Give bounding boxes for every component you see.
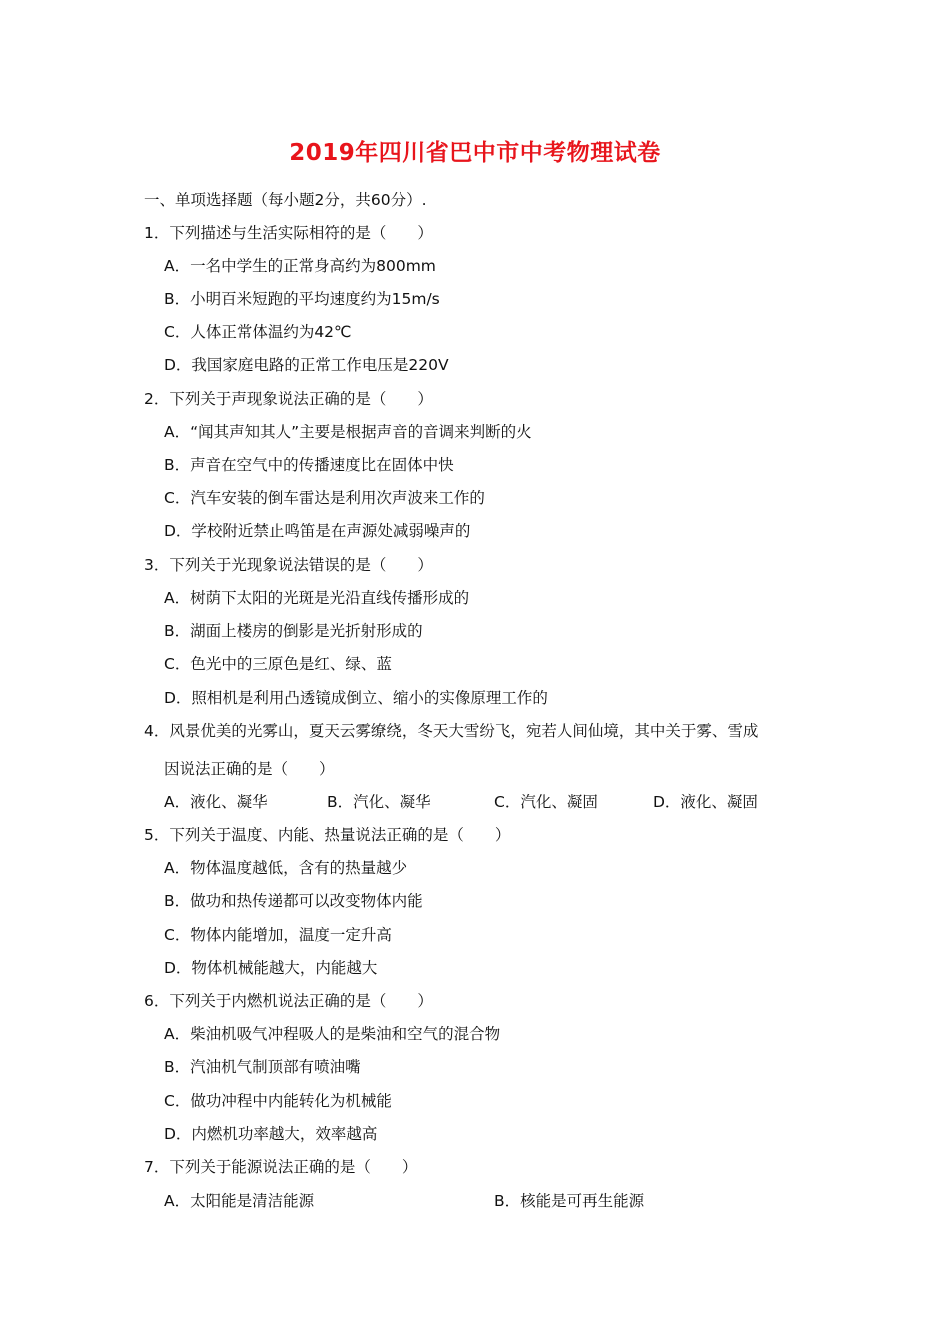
question-stem: 1．下列描述与生活实际相符的是（ ） xyxy=(144,224,433,242)
option-d: D．液化、凝固 xyxy=(653,793,758,811)
option-d: D．我国家庭电路的正常工作电压是220V xyxy=(164,356,449,374)
option-a: A．树荫下太阳的光斑是光沿直线传播形成的 xyxy=(164,589,470,607)
option-a: A．柴油机吸气冲程吸人的是柴油和空气的混合物 xyxy=(164,1025,501,1043)
question-stem: 6．下列关于内燃机说法正确的是（ ） xyxy=(144,992,433,1010)
option-c: C．物体内能增加，温度一定升高 xyxy=(164,926,392,944)
option-b: B．小明百米短跑的平均速度约为15m/s xyxy=(164,290,440,308)
option-b: B．汽化、凝华 xyxy=(327,793,431,811)
question-stem: 4．风景优美的光雾山，夏天云雾缭绕，冬天大雪纷飞，宛若人间仙境，其中关于雾、雪成 xyxy=(144,722,759,740)
option-a: A．“闻其声知其人”主要是根据声音的音调来判断的火 xyxy=(164,423,532,441)
question-stem-continued: 因说法正确的是（ ） xyxy=(164,760,335,778)
option-b: B．做功和热传递都可以改变物体内能 xyxy=(164,892,423,910)
option-b: B．汽油机气制顶部有喷油嘴 xyxy=(164,1058,361,1076)
option-d: D．内燃机功率越大，效率越高 xyxy=(164,1125,378,1143)
option-c: C．色光中的三原色是红、绿、蓝 xyxy=(164,655,392,673)
question-stem: 7．下列关于能源说法正确的是（ ） xyxy=(144,1158,418,1176)
option-a: A．液化、凝华 xyxy=(164,793,268,811)
option-d: D．照相机是利用凸透镜成倒立、缩小的实像原理工作的 xyxy=(164,689,548,707)
question-stem: 2．下列关于声现象说法正确的是（ ） xyxy=(144,390,433,408)
option-d: D．学校附近禁止鸣笛是在声源处减弱噪声的 xyxy=(164,522,471,540)
question-stem: 5．下列关于温度、内能、热量说法正确的是（ ） xyxy=(144,826,511,844)
option-c: C．汽化、凝固 xyxy=(494,793,598,811)
option-c: C．人体正常体温约为42℃ xyxy=(164,323,352,341)
question-stem: 3．下列关于光现象说法错误的是（ ） xyxy=(144,556,433,574)
exam-title: 2019年四川省巴中市中考物理试卷 xyxy=(289,140,661,166)
option-a: A．物体温度越低，含有的热量越少 xyxy=(164,859,408,877)
section-heading: 一、单项选择题（每小题2分，共60分）. xyxy=(144,191,427,209)
option-c: C．做功冲程中内能转化为机械能 xyxy=(164,1092,392,1110)
option-b: B．核能是可再生能源 xyxy=(494,1192,645,1210)
option-b: B．湖面上楼房的倒影是光折射形成的 xyxy=(164,622,423,640)
option-a: A．太阳能是清洁能源 xyxy=(164,1192,315,1210)
option-b: B．声音在空气中的传播速度比在固体中快 xyxy=(164,456,454,474)
option-c: C．汽车安装的倒车雷达是利用次声波来工作的 xyxy=(164,489,485,507)
option-d: D．物体机械能越大，内能越大 xyxy=(164,959,378,977)
option-a: A．一名中学生的正常身高约为800mm xyxy=(164,257,436,275)
